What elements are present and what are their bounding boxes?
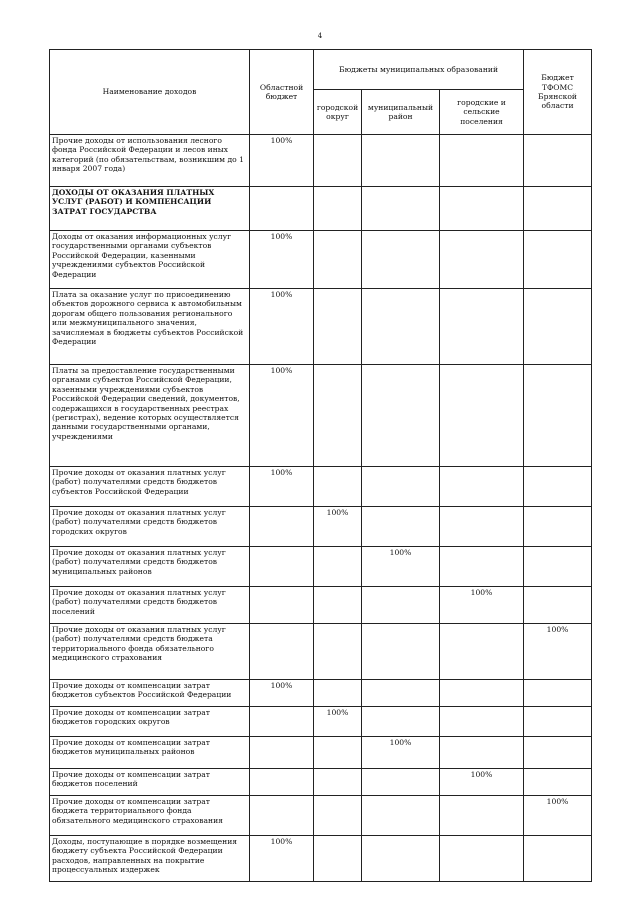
table-row <box>50 836 592 882</box>
city-district-share-cell: 100% <box>314 507 362 547</box>
tfoms-share-cell: 100% <box>524 624 592 680</box>
city-district-share-cell <box>314 547 362 587</box>
tfoms-share-cell <box>524 135 592 187</box>
city-district-share-cell <box>314 624 362 680</box>
settlement-share-cell <box>440 187 524 231</box>
revenue-name-cell: Прочие доходы от использования лесного фонда Российской Федерации и лесов иных категорий (по обязательствам, возникшим до 1 января 2007 года) <box>50 135 250 187</box>
revenue-name-cell: Прочие доходы от компенсации затрат бюджетов городских округов <box>50 707 250 737</box>
regional-share-cell <box>250 707 314 737</box>
table-row <box>50 507 592 547</box>
municipal-district-share-cell <box>362 289 440 365</box>
city-district-share-cell <box>314 836 362 882</box>
city-district-share-cell <box>314 769 362 796</box>
municipal-district-share-cell <box>362 467 440 507</box>
municipal-district-share-cell <box>362 587 440 624</box>
header-regional-budget: Областной бюджет <box>250 50 314 135</box>
city-district-share-cell: 100% <box>314 707 362 737</box>
header-municipal-district: муниципальный район <box>362 90 440 135</box>
tfoms-share-cell <box>524 707 592 737</box>
revenue-name-cell: Доходы от оказания информационных услуг государственными органами субъектов Российской Федерации, казенными учреждениями субъектов Российской Федерации <box>50 231 250 289</box>
table-row <box>50 365 592 467</box>
revenue-name-cell: Прочие доходы от компенсации затрат бюджетов муниципальных районов <box>50 737 250 769</box>
table-row <box>50 231 592 289</box>
city-district-share-cell <box>314 135 362 187</box>
revenue-name-cell: Прочие доходы от оказания платных услуг (работ) получателями средств бюджетов городских округов <box>50 507 250 547</box>
table-row <box>50 587 592 624</box>
settlement-share-cell <box>440 707 524 737</box>
municipal-district-share-cell <box>362 507 440 547</box>
revenue-name-cell: Прочие доходы от оказания платных услуг (работ) получателями средств бюджета территориального фонда обязательного медицинского страхования <box>50 624 250 680</box>
tfoms-share-cell: 100% <box>524 796 592 836</box>
settlement-share-cell <box>440 737 524 769</box>
settlement-share-cell <box>440 289 524 365</box>
municipal-district-share-cell <box>362 187 440 231</box>
city-district-share-cell <box>314 796 362 836</box>
header-municipal-budgets: Бюджеты муниципальных образований <box>314 50 524 90</box>
tfoms-share-cell <box>524 587 592 624</box>
tfoms-share-cell <box>524 507 592 547</box>
table-row <box>50 796 592 836</box>
table-row <box>50 187 592 231</box>
city-district-share-cell <box>314 680 362 707</box>
settlement-share-cell <box>440 467 524 507</box>
regional-share-cell <box>250 624 314 680</box>
regional-share-cell: 100% <box>250 135 314 187</box>
regional-share-cell <box>250 547 314 587</box>
table-body <box>50 135 592 882</box>
revenue-name-cell: Платы за предоставление государственными органами субъектов Российской Федерации, казенными учреждениями субъектов Российской Федерации сведений, документов, содержащихся в государственных реестрах (регистрах), ведение которых осуществляется данными государственными органами, учреждениями <box>50 365 250 467</box>
tfoms-share-cell <box>524 467 592 507</box>
revenue-distribution-table <box>49 49 592 882</box>
regional-share-cell: 100% <box>250 680 314 707</box>
city-district-share-cell <box>314 231 362 289</box>
table-row <box>50 707 592 737</box>
revenue-name-cell: Прочие доходы от оказания платных услуг (работ) получателями средств бюджетов муниципальных районов <box>50 547 250 587</box>
tfoms-share-cell <box>524 547 592 587</box>
settlement-share-cell: 100% <box>440 769 524 796</box>
revenue-name-cell: Прочие доходы от компенсации затрат бюджета территориального фонда обязательного медицинского страхования <box>50 796 250 836</box>
header-settlements: городские и сельские поселения <box>440 90 524 135</box>
table-row <box>50 680 592 707</box>
tfoms-share-cell <box>524 231 592 289</box>
regional-share-cell <box>250 507 314 547</box>
municipal-district-share-cell <box>362 836 440 882</box>
city-district-share-cell <box>314 365 362 467</box>
city-district-share-cell <box>314 737 362 769</box>
revenue-name-cell: Доходы, поступающие в порядке возмещения бюджету субъекта Российской Федерации расходов, направленных на покрытие процессуальных издержек <box>50 836 250 882</box>
tfoms-share-cell <box>524 365 592 467</box>
settlement-share-cell: 100% <box>440 587 524 624</box>
tfoms-share-cell <box>524 769 592 796</box>
city-district-share-cell <box>314 289 362 365</box>
regional-share-cell <box>250 769 314 796</box>
city-district-share-cell <box>314 187 362 231</box>
revenue-name-cell: Плата за оказание услуг по присоединению объектов дорожного сервиса к автомобильным дорогам общего пользования регионального или межмуниципального значения, зачисляемая в бюджеты субъектов Российской Федерации <box>50 289 250 365</box>
header-city-district: городской округ <box>314 90 362 135</box>
table-row <box>50 547 592 587</box>
municipal-district-share-cell <box>362 796 440 836</box>
regional-share-cell <box>250 737 314 769</box>
table-row <box>50 769 592 796</box>
tfoms-share-cell <box>524 187 592 231</box>
table-row <box>50 624 592 680</box>
tfoms-share-cell <box>524 737 592 769</box>
settlement-share-cell <box>440 680 524 707</box>
tfoms-share-cell <box>524 289 592 365</box>
header-revenue-name: Наименование доходов <box>50 50 250 135</box>
settlement-share-cell <box>440 547 524 587</box>
municipal-district-share-cell <box>362 231 440 289</box>
settlement-share-cell <box>440 507 524 547</box>
city-district-share-cell <box>314 587 362 624</box>
municipal-district-share-cell <box>362 769 440 796</box>
revenue-name-cell: ДОХОДЫ ОТ ОКАЗАНИЯ ПЛАТНЫХ УСЛУГ (РАБОТ) И КОМПЕНСАЦИИ ЗАТРАТ ГОСУДАРСТВА <box>50 187 250 231</box>
tfoms-share-cell <box>524 836 592 882</box>
regional-share-cell: 100% <box>250 365 314 467</box>
table-row <box>50 289 592 365</box>
table-row <box>50 737 592 769</box>
regional-share-cell: 100% <box>250 467 314 507</box>
municipal-district-share-cell <box>362 135 440 187</box>
municipal-district-share-cell <box>362 365 440 467</box>
regional-share-cell: 100% <box>250 836 314 882</box>
regional-share-cell <box>250 187 314 231</box>
page-number: 4 <box>317 32 323 40</box>
settlement-share-cell <box>440 365 524 467</box>
settlement-share-cell <box>440 836 524 882</box>
revenue-name-cell: Прочие доходы от компенсации затрат бюджетов поселений <box>50 769 250 796</box>
settlement-share-cell <box>440 796 524 836</box>
municipal-district-share-cell: 100% <box>362 737 440 769</box>
regional-share-cell: 100% <box>250 231 314 289</box>
header-tfoms-budget: Бюджет ТФОМС Брянской области <box>524 50 592 135</box>
revenue-name-cell: Прочие доходы от оказания платных услуг (работ) получателями средств бюджетов субъектов Российской Федерации <box>50 467 250 507</box>
municipal-district-share-cell <box>362 707 440 737</box>
table-row <box>50 467 592 507</box>
city-district-share-cell <box>314 467 362 507</box>
municipal-district-share-cell <box>362 624 440 680</box>
regional-share-cell <box>250 587 314 624</box>
regional-share-cell: 100% <box>250 289 314 365</box>
regional-share-cell <box>250 796 314 836</box>
municipal-district-share-cell <box>362 680 440 707</box>
tfoms-share-cell <box>524 680 592 707</box>
table-row <box>50 135 592 187</box>
revenue-name-cell: Прочие доходы от компенсации затрат бюджетов субъектов Российской Федерации <box>50 680 250 707</box>
municipal-district-share-cell: 100% <box>362 547 440 587</box>
settlement-share-cell <box>440 231 524 289</box>
settlement-share-cell <box>440 135 524 187</box>
revenue-name-cell: Прочие доходы от оказания платных услуг (работ) получателями средств бюджетов поселений <box>50 587 250 624</box>
settlement-share-cell <box>440 624 524 680</box>
